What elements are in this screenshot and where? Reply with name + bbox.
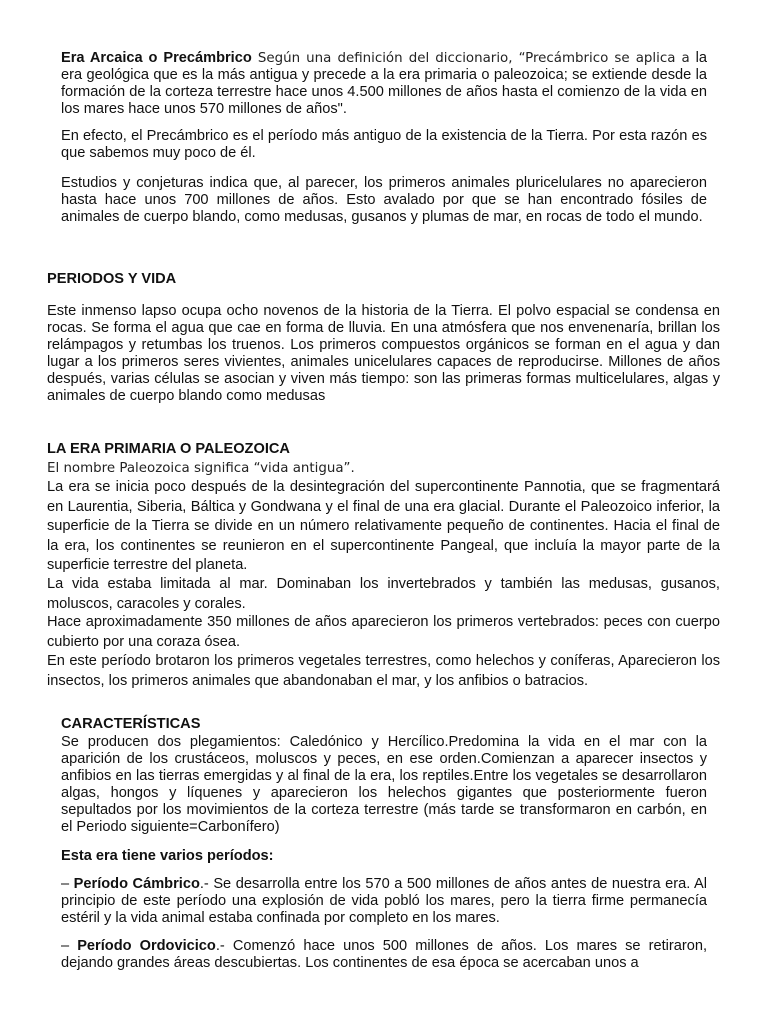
paleozoica-paragraph-1: La era se inicia poco después de la desintegración del supercontinente Pannotia, que se fragmentará en Laurentia, Siberia, Báltica y Gondwana y el final de una era glacial. Durante el Paleozoico inferior, la superficie de la Tierra se divide en un número relativamente pequeño de continentes. Hacia el final de la era, los continentes se reunieron en el supercontinente Pangeal, que incluía la mayor parte de la superficie terrestre del planeta. <box>47 479 720 574</box>
period-name: Período Ordovicico <box>77 938 216 954</box>
period-text: .- Se desarrolla entre los 570 a 500 millones de años antes de nuestra era. Al principio de este período una explosión de vida pobló los mares, pero la tierra firme permanecía estéril y la vida animal estaba confinada por completo en los mares. <box>61 876 707 926</box>
section-heading-caracteristicas: CARACTERÍSTICAS <box>61 716 201 732</box>
period-name: Período Cámbrico <box>73 876 200 892</box>
paleozoica-paragraph-3: Hace aproximadamente 350 millones de años aparecieron los primeros vertebrados: peces con cuerpo cubierto por una coraza ósea. <box>47 614 720 650</box>
section-heading-periodos: PERIODOS Y VIDA <box>47 271 177 287</box>
period-text: .- Comenzó hace unos 500 millones de años. Los mares se retiraron, dejando grandes áreas descubiertas. Los continentes de esa época se acercaban unos a <box>61 938 708 971</box>
intro-paragraph <box>61 50 707 118</box>
paleozoica-subtitle: El nombre Paleozoica significa “vida antigua”. <box>47 461 355 476</box>
section-heading-paleozoica: LA ERA PRIMARIA O PALEOZOICA <box>47 441 290 457</box>
period-ordovicico <box>61 938 707 972</box>
paleozoica-paragraph-4: En este período brotaron los primeros vegetales terrestres, como helechos y coníferas, Aparecieron los insectos, los primeros animales que abandonaban el mar, y los anfibios o batracios. <box>47 653 720 689</box>
intro-paragraph-2: En efecto, el Precámbrico es el período más antiguo de la existencia de la Tierra. Por esta razón es que sabemos muy poco de él. <box>61 128 707 161</box>
intro-paragraph-3: Estudios y conjeturas indica que, al parecer, los primeros animales pluricelulares no aparecieron hasta hace unos 700 millones de años. Esto avalado por que se han encontrado fósiles de animales de cuerpo blando, como medusas, gusanos y plumas de mar, en rocas de todo el mundo. <box>61 175 707 225</box>
period-dash: – <box>61 938 78 954</box>
period-dash: – <box>61 876 74 892</box>
dictionary-definition: Según una definición del diccionario, “Precámbrico se aplica a <box>251 51 690 66</box>
intro-continuation: la era geológica que es la más antigua y precede a la era primaria o paleozoica; se extiende desde la formación de la corteza terrestre hace unos 4.500 millones de años hasta el comienzo de la vida en los mares hace unos 570 millones de años". <box>61 50 707 117</box>
caracteristicas-paragraph: Se producen dos plegamientos: Caledónico y Hercílico.Predomina la vida en el mar con la aparición de los crustáceos, moluscos y peces, en ese orden.Comienzan a aparecer insectos y anfibios en las tierras emergidas y al final de la era, los reptiles.Entre los vegetales se desarrollaron algas, hongos y líquenes y aparecieron los helechos gigantes que posteriormente fueron sepultados por los movimientos de la corteza terrestre (más tarde se transformaron en carbón, en el Periodo siguiente=Carbonífero) <box>61 734 707 835</box>
intro-title: Era Arcaica o Precámbrico <box>61 50 252 66</box>
period-cambrico <box>61 876 707 927</box>
periods-heading: Esta era tiene varios períodos: <box>61 848 274 864</box>
periodos-paragraph: Este inmenso lapso ocupa ocho novenos de la historia de la Tierra. El polvo espacial se condensa en rocas. Se forma el agua que cae en forma de lluvia. En una atmósfera que nos envenenaría, brillan los relámpagos y retumbas los truenos. Los primeros compuestos orgánicos se forman en el agua y dan lugar a los primeros seres vivientes, animales unicelulares capaces de reproducirse. Millones de años después, varias células se asocian y viven más tiempo: son las primeras formas multicelulares, algas y animales de cuerpo blando como medusas <box>47 303 720 404</box>
paleozoica-paragraph-2: La vida estaba limitada al mar. Dominaban los invertebrados y también las medusas, gusanos, moluscos, caracoles y corales. <box>47 576 720 612</box>
